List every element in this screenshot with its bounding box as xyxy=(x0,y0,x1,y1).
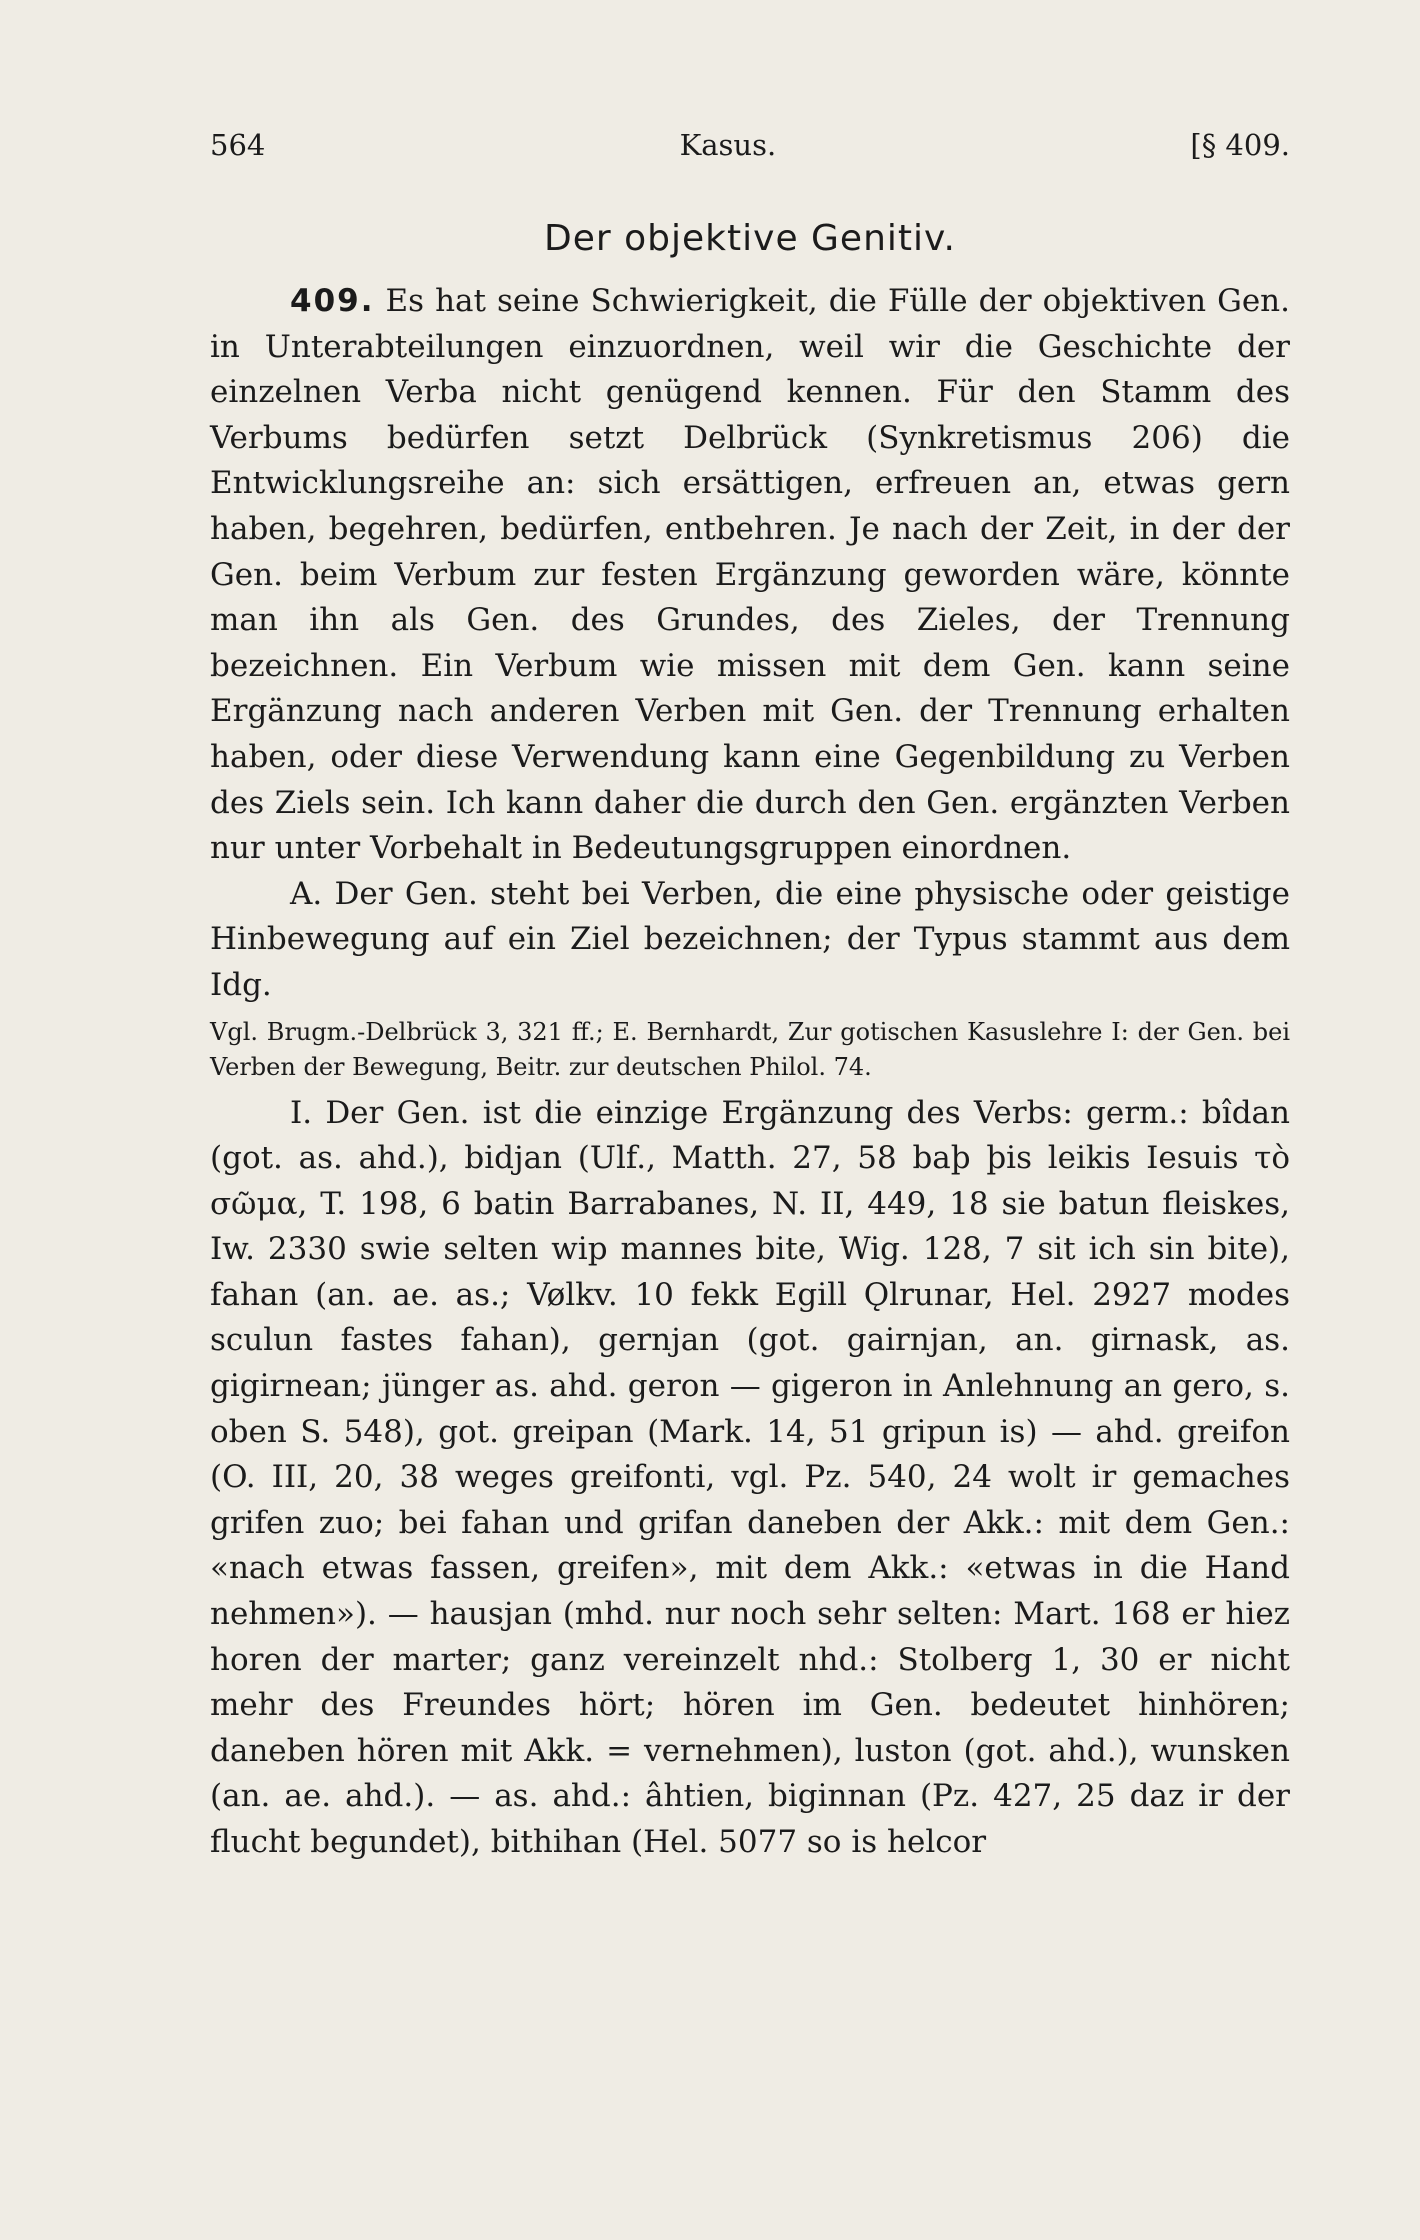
section-title: Der objektive Genitiv. xyxy=(544,218,956,259)
page-number: 564 xyxy=(210,128,266,162)
section-number: 409. xyxy=(290,283,375,319)
running-head xyxy=(210,128,1290,162)
paragraph-a: A. Der Gen. steht bei Verben, die eine physische oder geistige Hinbewegung auf ein Ziel bezeichnen; der Typus stammt aus dem Idg. xyxy=(210,875,1290,1003)
paragraph-409 xyxy=(210,279,1290,872)
paragraph-409-text: Es hat seine Schwierigkeit, die Fülle der objektiven Gen. in Unterabteilungen einzuordnen, weil wir die Geschichte der einzelnen Verba nicht genügend kennen. Für den Stamm des Verbums bedürfen setzt Delbrück (Synkretismus 206) die Entwicklungsreihe an: sich ersättigen, erfreuen an, etwas gern haben, begehren, bedürfen, entbehren. Je nach der Zeit, in der der Gen. beim Verbum zur festen Ergänzung geworden wäre, könnte man ihn als Gen. des Grundes, des Zieles, der Trennung bezeichnen. Ein Verbum wie missen mit dem Gen. kann seine Ergänzung nach anderen Verben mit Gen. der Trennung erhalten haben, oder diese Verwendung kann eine Gegenbildung zu Verben des Ziels sein. Ich kann daher die durch den Gen. ergänzten Verben nur unter Vorbehalt in Bedeutungsgruppen einordnen. xyxy=(210,283,1290,867)
running-title: Kasus. xyxy=(679,128,777,162)
section-reference: [§ 409. xyxy=(1190,128,1290,162)
paragraph-i: I. Der Gen. ist die einzige Ergänzung des Verbs: germ.: bîdan (got. as. ahd.), bidjan (Ulf., Matth. 27, 58 baþ þis leikis Iesuis τὸ σῶμα, T. 198, 6 batin Barrabanes, N. II, 449, 18 sie batun fleiskes, Iw. 2330 swie selten wip mannes bite, Wig. 128, 7 sit ich sin bite), fahan (an. ae. as.; Vølkv. 10 fekk Egill Ǫlrunar, Hel. 2927 modes sculun fastes fahan), gernjan (got. gairnjan, an. girnask, as. gigirnean; jünger as. ahd. geron — gigeron in Anlehnung an gero, s. oben S. 548), got. greipan (Mark. 14, 51 gripun is) — ahd. greifon (O. III, 20, 38 weges greifonti, vgl. Pz. 540, 24 wolt ir gemaches grifen zuo; bei fahan und grifan daneben der Akk.: mit dem Gen.: «nach etwas fassen, greifen», mit dem Akk.: «etwas in die Hand nehmen»). — hausjan (mhd. nur noch sehr selten: Mart. 168 er hiez horen der marter; ganz vereinzelt nhd.: Stolberg 1, 30 er nicht mehr des Freundes hört; hören im Gen. bedeutet hinhören; daneben hören mit Akk. = vernehmen), luston (got. ahd.), wunsken (an. ae. ahd.). — as. ahd.: âhtien, biginnan (Pz. 427, 25 daz ir der flucht begundet), bithihan (Hel. 5077 so is helcor xyxy=(210,1094,1290,1860)
bibliographic-note: Vgl. Brugm.-Delbrück 3, 321 ff.; E. Bernhardt, Zur gotischen Kasuslehre I: der Gen. bei Verben der Bewegung, Beitr. zur deutschen Philol. 74. xyxy=(210,1017,1290,1081)
